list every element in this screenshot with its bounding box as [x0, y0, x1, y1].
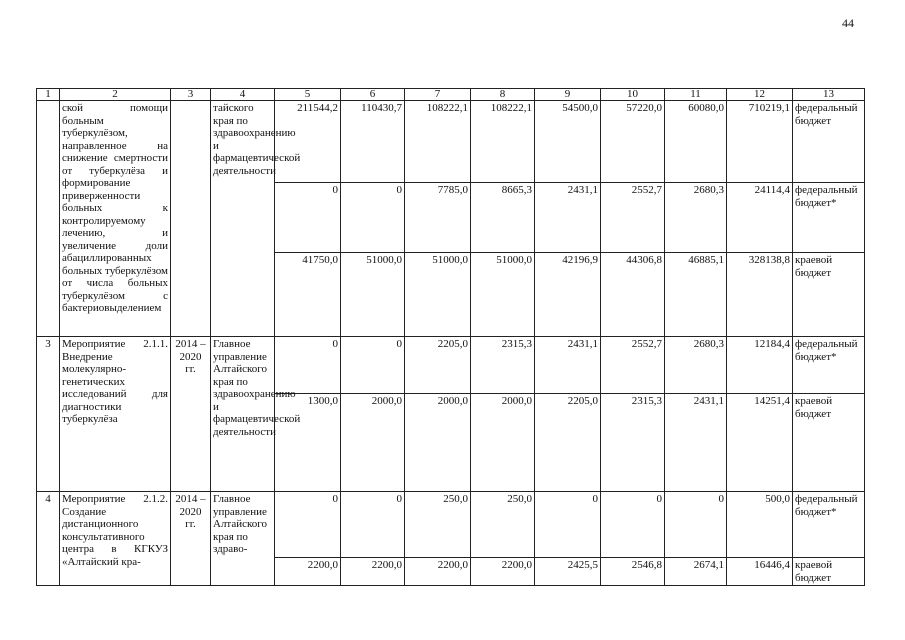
value-cell: 0 — [601, 492, 665, 558]
header-row — [37, 89, 865, 101]
value-cell: 51000,0 — [471, 253, 535, 337]
value-cell: 0 — [275, 337, 341, 394]
budget-table — [36, 88, 865, 586]
value-cell: 2000,0 — [405, 394, 471, 492]
measure-description: Мероприятие 2.1.2. Создание дистанционного консультативного центра в КГКУЗ «Алтайский кра- — [60, 492, 171, 586]
total-cell: 14251,4 — [727, 394, 793, 492]
funding-source: краевой бюджет — [793, 394, 865, 492]
header-cell: 6 — [341, 89, 405, 101]
funding-source: федеральный бюджет* — [793, 183, 865, 253]
value-cell: 54500,0 — [535, 101, 601, 183]
executor-cell: тайского края по здравоохранению и фармацевтической деятельности — [211, 101, 275, 337]
funding-source: краевой бюджет — [793, 558, 865, 586]
table-row — [37, 337, 865, 394]
period-cell: 2014 – 2020 гг. — [171, 492, 211, 586]
value-cell: 2000,0 — [471, 394, 535, 492]
value-cell: 2200,0 — [341, 558, 405, 586]
value-cell: 250,0 — [471, 492, 535, 558]
total-cell: 12184,4 — [727, 337, 793, 394]
value-cell: 42196,9 — [535, 253, 601, 337]
row-index — [37, 101, 60, 337]
value-cell: 46885,1 — [665, 253, 727, 337]
total-cell: 500,0 — [727, 492, 793, 558]
header-cell: 5 — [275, 89, 341, 101]
period-cell — [171, 101, 211, 337]
value-cell: 110430,7 — [341, 101, 405, 183]
value-cell: 0 — [665, 492, 727, 558]
value-cell: 2680,3 — [665, 183, 727, 253]
row-index: 3 — [37, 337, 60, 492]
executor-cell: Главное управление Алтайского края по здраво- — [211, 492, 275, 586]
value-cell: 2000,0 — [341, 394, 405, 492]
header-cell: 8 — [471, 89, 535, 101]
value-cell: 108222,1 — [405, 101, 471, 183]
header-cell: 10 — [601, 89, 665, 101]
funding-source: федеральный бюджет* — [793, 492, 865, 558]
row-index: 4 — [37, 492, 60, 586]
value-cell: 211544,2 — [275, 101, 341, 183]
header-cell: 7 — [405, 89, 471, 101]
value-cell: 60080,0 — [665, 101, 727, 183]
value-cell: 57220,0 — [601, 101, 665, 183]
funding-source: федеральный бюджет* — [793, 337, 865, 394]
value-cell: 2431,1 — [535, 337, 601, 394]
value-cell: 51000,0 — [341, 253, 405, 337]
value-cell: 2205,0 — [405, 337, 471, 394]
total-cell: 16446,4 — [727, 558, 793, 586]
value-cell: 2552,7 — [601, 183, 665, 253]
header-cell: 13 — [793, 89, 865, 101]
total-cell: 710219,1 — [727, 101, 793, 183]
value-cell: 0 — [341, 492, 405, 558]
value-cell: 1300,0 — [275, 394, 341, 492]
value-cell: 2680,3 — [665, 337, 727, 394]
value-cell: 0 — [535, 492, 601, 558]
table-row — [37, 101, 865, 183]
page-number: 44 — [842, 16, 854, 30]
value-cell: 0 — [275, 492, 341, 558]
value-cell: 2200,0 — [275, 558, 341, 586]
value-cell: 2315,3 — [601, 394, 665, 492]
total-cell: 328138,8 — [727, 253, 793, 337]
value-cell: 2674,1 — [665, 558, 727, 586]
funding-source: краевой бюджет — [793, 253, 865, 337]
value-cell: 2205,0 — [535, 394, 601, 492]
funding-source: федеральный бюджет — [793, 101, 865, 183]
executor-cell: Главное управление Алтайского края по здравоохранению и фармацевтической деятельности — [211, 337, 275, 492]
header-cell: 12 — [727, 89, 793, 101]
value-cell: 2552,7 — [601, 337, 665, 394]
header-cell: 9 — [535, 89, 601, 101]
table-row — [37, 492, 865, 558]
value-cell: 2431,1 — [665, 394, 727, 492]
total-cell: 24114,4 — [727, 183, 793, 253]
value-cell: 0 — [341, 183, 405, 253]
value-cell: 8665,3 — [471, 183, 535, 253]
value-cell: 7785,0 — [405, 183, 471, 253]
header-cell: 3 — [171, 89, 211, 101]
value-cell: 2546,8 — [601, 558, 665, 586]
measure-description: ской помощи больным туберкулёзом, направленное на снижение смертности от туберкулёза и формирование приверженности больных к контролируемому лечению, и увеличение доли абациллированных больных туберкулёзом от числа больных туберкулёзом с бактериовыделением — [60, 101, 171, 337]
value-cell: 108222,1 — [471, 101, 535, 183]
value-cell: 250,0 — [405, 492, 471, 558]
header-cell: 11 — [665, 89, 727, 101]
value-cell: 2315,3 — [471, 337, 535, 394]
value-cell: 2425,5 — [535, 558, 601, 586]
header-cell: 4 — [211, 89, 275, 101]
value-cell: 2200,0 — [471, 558, 535, 586]
header-cell: 2 — [60, 89, 171, 101]
value-cell: 2200,0 — [405, 558, 471, 586]
value-cell: 51000,0 — [405, 253, 471, 337]
measure-description: Мероприятие 2.1.1. Внедрение молекулярно-генетических исследований для диагностики туберкулёза — [60, 337, 171, 492]
value-cell: 41750,0 — [275, 253, 341, 337]
value-cell: 2431,1 — [535, 183, 601, 253]
value-cell: 0 — [341, 337, 405, 394]
value-cell: 44306,8 — [601, 253, 665, 337]
period-cell: 2014 – 2020 гг. — [171, 337, 211, 492]
value-cell: 0 — [275, 183, 341, 253]
header-cell: 1 — [37, 89, 60, 101]
